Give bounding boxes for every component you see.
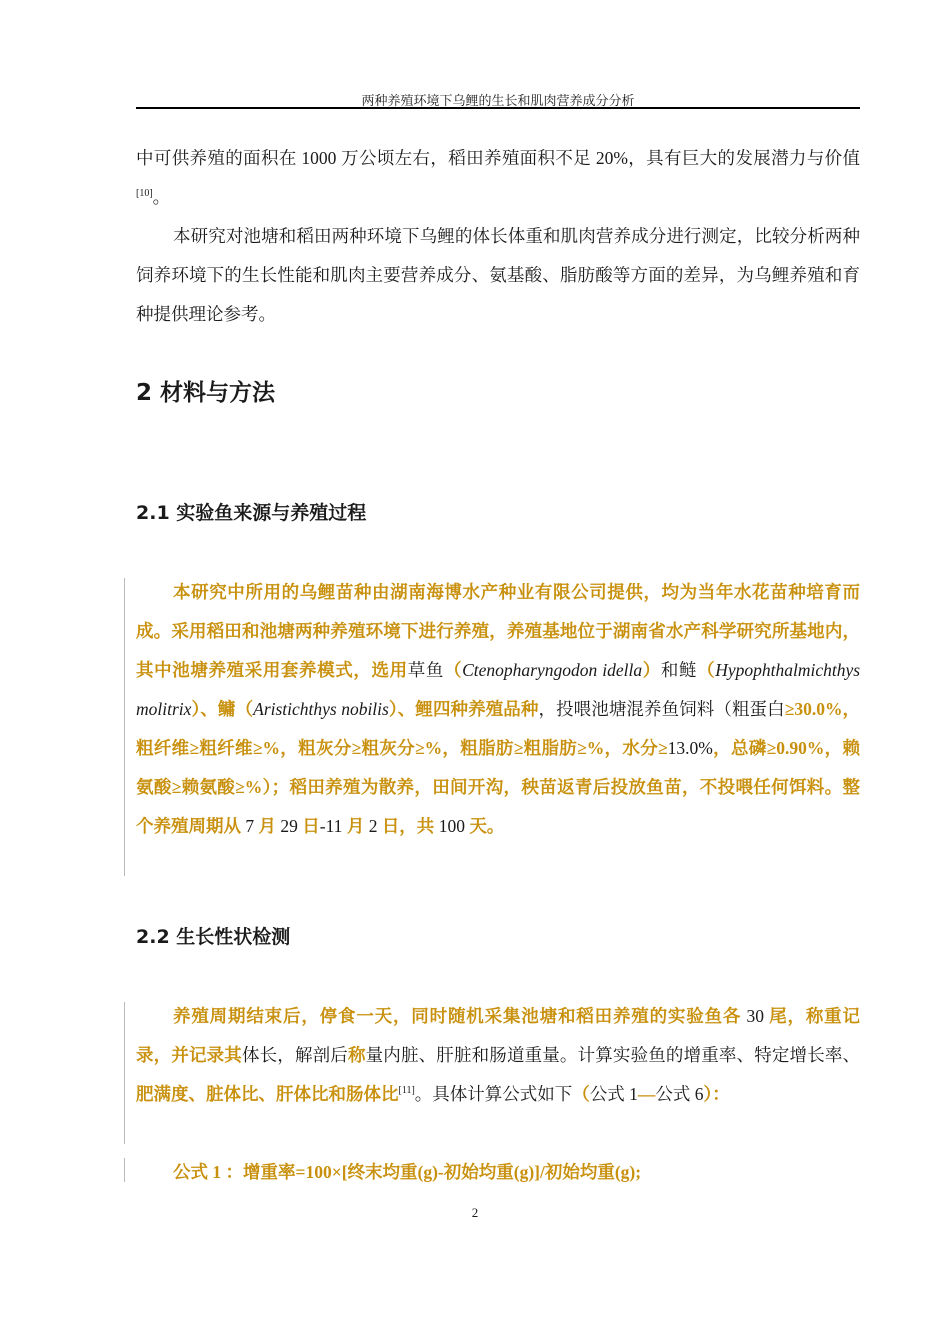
section-heading-2: 2 材料与方法 bbox=[136, 380, 276, 406]
page-number: 2 bbox=[471, 1205, 479, 1220]
paragraph-2-2: 养殖周期结束后，停食一天，同时随机采集池塘和稻田养殖的实验鱼各 30 尾，称重记录，并记录其体长，解剖后称量内脏、肝脏和肠道重量。计算实验鱼的增重率、特定增长率、肥满度、脏体比、肝体比和肠体比[11]。具体计算公式如下（公式 1—公式 6）： bbox=[136, 1006, 861, 1104]
header-rule bbox=[136, 107, 860, 109]
species-name: Aristichthys nobilis bbox=[253, 699, 389, 719]
intro-paragraph-1: 中可供养殖的面积在 1000 万公顷左右，稻田养殖面积不足 20%，具有巨大的发展潜力与价值[10]。 bbox=[136, 148, 860, 207]
formula-1: 公式 1 ：增重率=100×[终末均重(g)-初始均重(g)]/初始均重(g); bbox=[173, 1162, 642, 1182]
change-bar bbox=[124, 578, 125, 876]
paragraph-2-1: 本研究中所用的乌鲤苗种由湖南海博水产种业有限公司提供，均为当年水花苗种培育而成。采用稻田和池塘两种养殖环境下进行养殖，养殖基地位于湖南省水产科学研究所基地内，其中池塘养殖采用套养模式，选用草鱼（Ctenopharyngodon idella）和鲢（Hypophthalmichthys molitrix）、鳙（Aristichthys nobilis）、鲤四种养殖品种，投喂池塘混养鱼饲料（粗蛋白≥30.0%，粗纤维≥粗纤维≥%，粗灰分≥粗灰分≥%，粗脂肪≥粗脂肪≥%，水分≥13.0%，总磷≥0.90%，赖氨酸≥赖氨酸≥%）；稻田养殖为散养，田间开沟，秧苗返青后投放鱼苗，不投喂任何饵料。整个养殖周期从 7 月 29 日-11 月 2 日，共 100 天。 bbox=[136, 582, 861, 836]
species-name: Hypophthalmichthys molitrix bbox=[136, 660, 861, 719]
species-name: Ctenopharyngodon idella bbox=[462, 660, 643, 680]
change-bar bbox=[124, 1002, 125, 1144]
intro-section bbox=[136, 139, 860, 334]
intro-paragraph-2: 本研究对池塘和稻田两种环境下乌鲤的体长体重和肌肉营养成分进行测定，比较分析两种饲养环境下的生长性能和肌肉主要营养成分、氨基酸、脂肪酸等方面的差异，为乌鲤养殖和育种提供理论参考。 bbox=[136, 226, 860, 324]
section-heading-2-2: 2.2 生长性状检测 bbox=[136, 926, 291, 948]
citation-11[interactable]: [11] bbox=[398, 1085, 415, 1097]
running-header: 两种养殖环境下乌鲤的生长和肌肉营养成分分析 bbox=[361, 93, 635, 108]
section-heading-2-1: 2.1 实验鱼来源与养殖过程 bbox=[136, 502, 367, 524]
change-bar bbox=[124, 1158, 125, 1182]
citation-10[interactable]: [10] bbox=[136, 188, 153, 200]
